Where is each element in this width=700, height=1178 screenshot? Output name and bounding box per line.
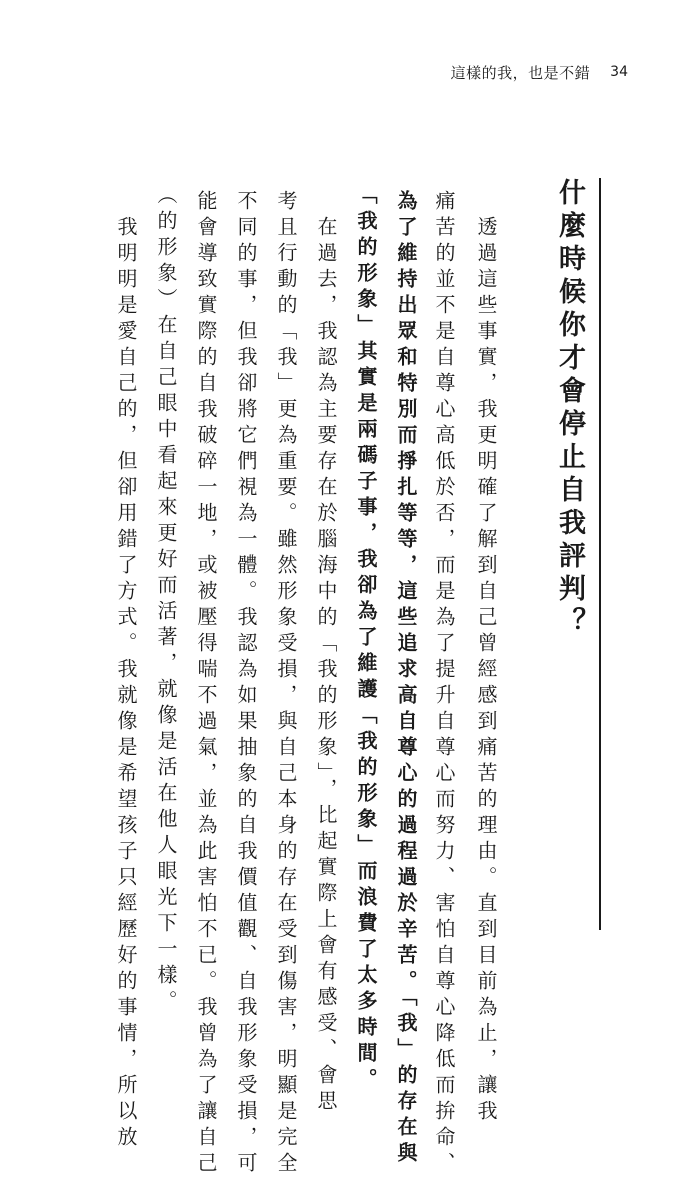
running-title: 這樣的我，也是不錯 — [450, 63, 591, 82]
body-column-1: 透過這些事實，我更明確了解到自己曾經感到痛苦的理由。直到目前為止，讓我 — [474, 190, 498, 1126]
running-header — [451, 62, 628, 82]
title-rule — [599, 178, 601, 930]
body-column-8: 能會導致實際的自我破碎一地，或被壓得喘不過氣，並為此害怕不已。我曾為了讓自己 — [194, 190, 218, 1178]
body-column-10: 我明明是愛自己的，但卻用錯了方式。我就像是希望孩子只經歷好的事情，所以放 — [114, 190, 138, 1152]
body-column-6: 考且行動的「我」更為重要。雖然形象受損，與自己本身的存在受到傷害，明顯是完全 — [274, 190, 298, 1178]
section-title: 什麼時候你才會停止自我評判？ — [554, 178, 585, 640]
page-number: 34 — [610, 64, 628, 80]
body-column-3: 為了維持出眾和特別而掙扎等等，這些追求高自尊心的過程過於辛苦。「我」的存在與 — [394, 190, 418, 1168]
body-column-5: 在過去，我認為主要存在於腦海中的「我的形象」，比起實際上會有感受、會思 — [314, 190, 338, 1116]
body-column-7: 不同的事，但我卻將它們視為一體。我認為如果抽象的自我價值觀、自我形象受損，可 — [234, 190, 258, 1178]
body-column-9: （的形象）在自己眼中看起來更好而活著，就像是活在他人眼光下一樣。 — [154, 184, 178, 1016]
body-column-2: 痛苦的並不是自尊心高低於否，而是為了提升自尊心而努力、害怕自尊心降低而拚命、 — [432, 190, 456, 1178]
body-column-4: 「我的形象」其實是兩碼子事，我卻為了維護「我的形象」而浪費了太多時間。 — [354, 184, 378, 1094]
